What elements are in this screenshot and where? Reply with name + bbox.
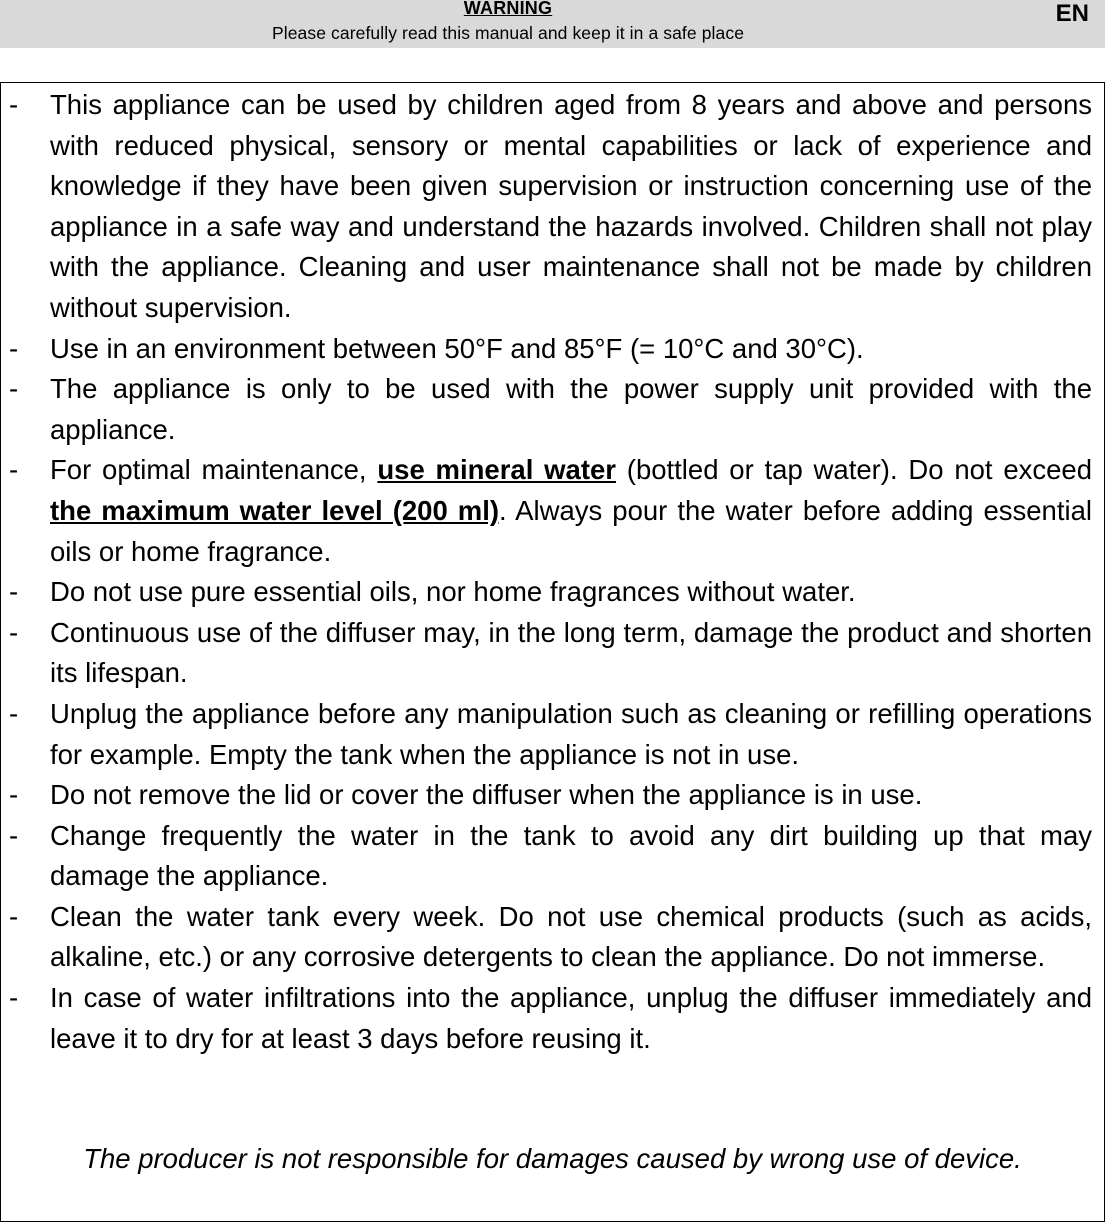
warning-item-unplug: [1, 694, 1105, 775]
list-dash: -: [9, 779, 19, 811]
list-dash: -: [9, 616, 19, 648]
list-dash: -: [9, 900, 19, 932]
warning-item-pure-oils: [1, 572, 1105, 613]
warning-text: For optimal maintenance,: [50, 454, 378, 486]
warning-text: Change frequently the water in the tank to avoid any dirt building up that may damage the appliance.: [50, 819, 1092, 892]
warning-item-lid: [1, 775, 1105, 816]
warning-text: Clean the water tank every week. Do not use chemical products (such as acids, alkaline, etc.) or any corrosive detergents to clean the appliance. Do not immerse.: [50, 900, 1092, 973]
warning-text: (bottled or tap water). Do not exceed: [616, 454, 1093, 486]
warning-text: The appliance is only to be used with the power supply unit provided with the appliance.: [50, 373, 1092, 445]
warning-text: Unplug the appliance before any manipulation such as cleaning or refilling operations for example. Empty the tank when the appliance is not in use.: [50, 697, 1092, 770]
warning-item-power-supply: [1, 369, 1105, 450]
list-dash: -: [9, 89, 19, 120]
header-subtitle: Please carefully read this manual and keep it in a safe place: [271, 23, 745, 43]
list-dash: -: [9, 576, 19, 608]
warning-item-clean-tank: [1, 897, 1105, 978]
disclaimer: The producer is not responsible for damages caused by wrong use of device.: [83, 1143, 1022, 1174]
list-dash: -: [9, 373, 19, 405]
warning-item-infiltration: [1, 978, 1105, 1059]
max-water-level-emphasis: the maximum water level (200 ml): [50, 494, 500, 526]
list-dash: -: [9, 819, 19, 851]
warning-text: . Always pour the water before adding essential oils or home fragrance.: [50, 494, 1092, 567]
warning-text: In case of water infiltrations into the appliance, unplug the diffuser immediately and leave it to dry for at least 3 days before reusing it.: [50, 982, 1092, 1054]
warning-text: Do not use pure essential oils, nor home fragrances without water.: [50, 576, 856, 608]
warning-item-continuous-use: [1, 613, 1105, 694]
warning-item-environment: [1, 329, 1105, 370]
list-dash: -: [9, 982, 19, 1014]
list-dash: -: [9, 697, 19, 729]
warning-text: Use in an environment between 50°F and 85°F (= 10°C and 30°C).: [50, 332, 864, 364]
list-dash: -: [9, 454, 19, 486]
warning-text: This appliance can be used by children aged from 8 years and above and persons with reduced physical, sensory or mental capabilities or lack of experience and knowledge if they have been given supervision or instruction concerning use of the appliance in a safe way and understand the hazards involved. Children shall not play with the appliance. Cleaning and user maintenance shall not be made by children without supervision.: [50, 89, 1092, 323]
warning-item-change-water: [1, 816, 1105, 897]
warning-text: Continuous use of the diffuser may, in the long term, damage the product and shorten its lifespan.: [50, 616, 1092, 689]
mineral-water-emphasis: use mineral water: [377, 454, 616, 486]
warning-box: [0, 82, 1105, 1222]
warning-text: Do not remove the lid or cover the diffuser when the appliance is in use.: [50, 779, 923, 811]
warning-item-maintenance: [1, 450, 1105, 572]
warning-header: [0, 0, 1105, 48]
header-title: WARNING: [463, 0, 553, 18]
warning-list: [1, 85, 1105, 1059]
list-dash: -: [9, 332, 19, 364]
warning-item-children: [1, 85, 1105, 329]
language-code: EN: [1055, 0, 1089, 27]
